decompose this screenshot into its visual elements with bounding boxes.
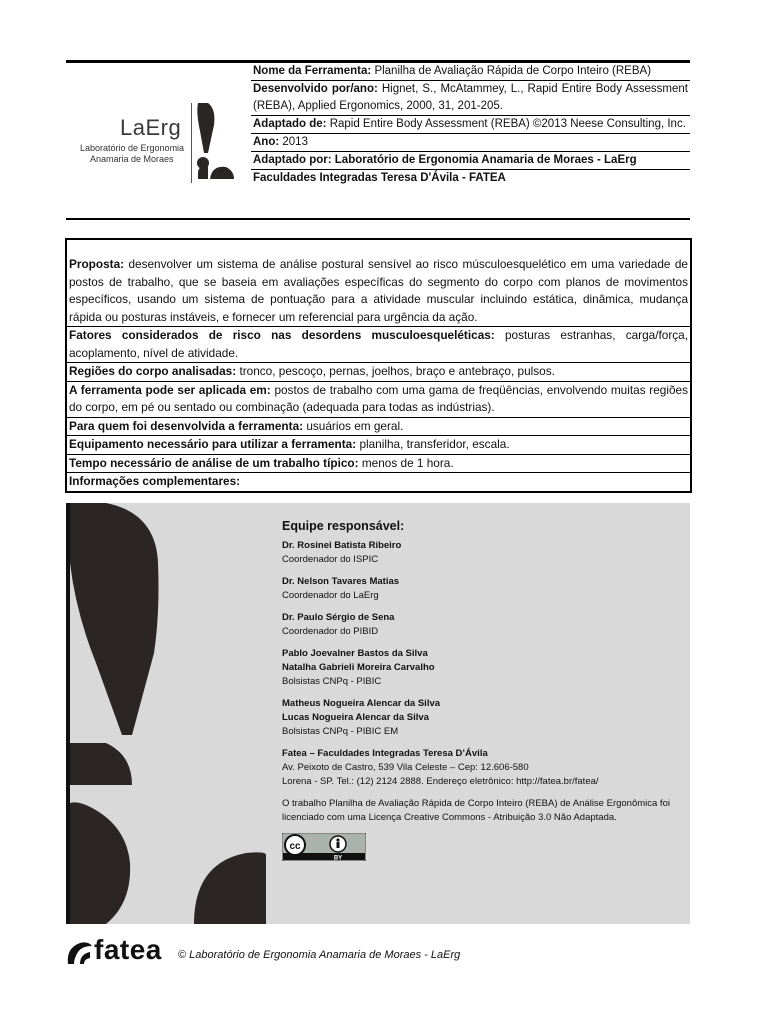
description-label: Equipamento necessário para utilizar a ferramenta:: [69, 437, 357, 451]
info-label: Adaptado de:: [253, 118, 327, 130]
description-top-spacer: [67, 240, 690, 256]
fatea-logo-icon: [66, 940, 94, 966]
credit-name: Dr. Paulo Sérgio de Sena: [282, 612, 395, 623]
info-label: Desenvolvido por/ano:: [253, 83, 378, 95]
info-row-year: [251, 134, 690, 152]
page-footer: [66, 934, 690, 968]
description-label: A ferramenta pode ser aplicada em:: [69, 382, 271, 397]
credit-name: Pablo Joevalner Bastos da Silva: [282, 648, 428, 659]
institution-name: Fatea – Faculdades Integradas Teresa D’Ávila: [282, 748, 488, 759]
svg-text:cc: cc: [289, 841, 301, 852]
credit-name: Dr. Nelson Tavares Matias: [282, 576, 400, 587]
footer-copyright: © Laboratório de Ergonomia Anamaria de Moraes - LaErg: [178, 949, 461, 961]
description-label: Tempo necessário de análise de um trabalho típico:: [69, 455, 359, 470]
info-row-institution: [251, 170, 690, 187]
description-row-time: [67, 454, 690, 473]
credit-name: Lucas Nogueira Alencar da Silva: [282, 712, 429, 723]
info-label: Adaptado por:: [253, 154, 332, 166]
credit-role: Bolsistas CNPq - PIBIC EM: [282, 726, 399, 737]
description-label: Proposta:: [69, 257, 125, 271]
laerg-logo-subtitle-2: Anamaria de Moraes: [90, 154, 174, 164]
description-value: desenvolver um sistema de análise postural sensível ao risco músculoesquelético em uma variedade de postos de trabalho, que se baseia em avaliações específicas do segmento do corpo com planos de movimentos específicos, usando um sistema de pontuação para a atividade muscular incluindo estática, dinâmica, mudança rápida ou posturas instáveis, e fornecer um referencial para urgência da ação.: [69, 257, 688, 324]
info-value: Hignet, S., McAtammey, L., Rapid Entire Body Assessment (REBA), Applied Ergonomics, 2000, 31, 201-205.: [253, 83, 688, 112]
description-value: usuários em geral.: [306, 418, 404, 433]
description-row-equipment: [67, 435, 690, 454]
institution-address: Av. Peixoto de Castro, 539 Vila Celeste – Cep: 12.606-580: [282, 762, 529, 773]
description-label: Informações complementares:: [69, 474, 241, 488]
info-row-adapted-by: [251, 152, 690, 170]
document-header: [66, 60, 690, 220]
tool-description-box: [65, 238, 692, 493]
credit-role: Bolsistas CNPq - PIBIC: [282, 676, 382, 687]
info-row-tool-name: [251, 63, 690, 81]
institution-contact: Lorena - SP. Tel.: (12) 2124 2888. Endereço eletrônico: http://fatea.br/fatea/: [282, 776, 599, 787]
logo-divider: [191, 103, 192, 183]
description-row-audience: [67, 417, 690, 436]
description-label: Regiões do corpo analisadas:: [69, 364, 237, 378]
description-row-body-regions: [67, 362, 690, 381]
info-label: Faculdades Integradas Teresa D'Ávila - FATEA: [253, 172, 506, 184]
credits-title: Equipe responsável:: [282, 519, 405, 533]
description-value: planilha, transferidor, escala.: [359, 437, 510, 451]
credits-panel: [66, 503, 690, 924]
large-exclamation-mark-icon: [66, 503, 266, 924]
info-row-developed-by: [251, 81, 690, 116]
laerg-logo: [66, 63, 246, 218]
description-value: menos de 1 hora.: [361, 455, 454, 470]
description-row-additional-info: [67, 472, 690, 491]
description-row-risk-factors: [67, 326, 690, 362]
credit-group: [282, 575, 682, 603]
credits-text: [282, 519, 682, 866]
institution-block: [282, 747, 682, 789]
fatea-brand-word: fatea: [94, 934, 162, 965]
credit-name: Matheus Nogueira Alencar da Silva: [282, 698, 441, 709]
credit-group: [282, 697, 682, 739]
credit-role: Coordenador do LaErg: [282, 590, 379, 601]
info-value: Rapid Entire Body Assessment (REBA) ©2013 Neese Consulting, Inc.: [329, 118, 686, 130]
laerg-logo-word: LaErg: [120, 115, 182, 140]
license-text: O trabalho Planilha de Avaliação Rápida de Corpo Inteiro (REBA) de Análise Ergonômica foi licenciado com uma Licença Creative Commons - Atribuição 3.0 Não Adaptada.: [282, 798, 670, 823]
info-row-adapted-from: [251, 116, 690, 134]
description-label: Fatores considerados de risco nas desordens musculoesqueléticas:: [69, 328, 495, 342]
info-value: Laboratório de Ergonomia Anamaria de Moraes - LaErg: [334, 154, 637, 166]
credit-group: [282, 539, 682, 567]
credit-role: Coordenador do ISPIC: [282, 554, 379, 565]
credit-group: [282, 611, 682, 639]
laerg-logo-subtitle-1: Laboratório de Ergonomia: [80, 143, 185, 153]
description-row-proposal: [67, 256, 690, 326]
credit-name: Natalha Gabrieli Moreira Carvalho: [282, 662, 435, 673]
info-label: Nome da Ferramenta:: [253, 65, 372, 77]
description-value: tronco, pescoço, pernas, joelhos, braço e antebraço, pulsos.: [239, 364, 555, 378]
info-value: Planilha de Avaliação Rápida de Corpo Inteiro (REBA): [374, 65, 652, 77]
credit-group: [282, 647, 682, 689]
credit-name: Dr. Rosinei Batista Ribeiro: [282, 540, 402, 551]
info-label: Ano:: [253, 136, 280, 148]
description-label: Para quem foi desenvolvida a ferramenta:: [69, 418, 304, 433]
tool-info-table: [251, 63, 690, 187]
cc-badge-label: BY: [333, 855, 343, 861]
description-row-application: [67, 381, 690, 417]
exclamation-mark-icon: [194, 103, 238, 183]
description-value: posturas estranhas, carga/força, acoplamento, nível de atividade.: [69, 328, 688, 360]
header-bottom-rule: [66, 218, 690, 220]
credit-role: Coordenador do PIBID: [282, 626, 379, 637]
creative-commons-by-icon[interactable]: [282, 833, 366, 861]
info-value: 2013: [282, 136, 308, 148]
description-value: postos de trabalho com uma gama de freqüências, envolvendo muitas regiões do corpo, em pé ou sentado ou combinação (adequada para todas as indústrias).: [69, 382, 689, 414]
